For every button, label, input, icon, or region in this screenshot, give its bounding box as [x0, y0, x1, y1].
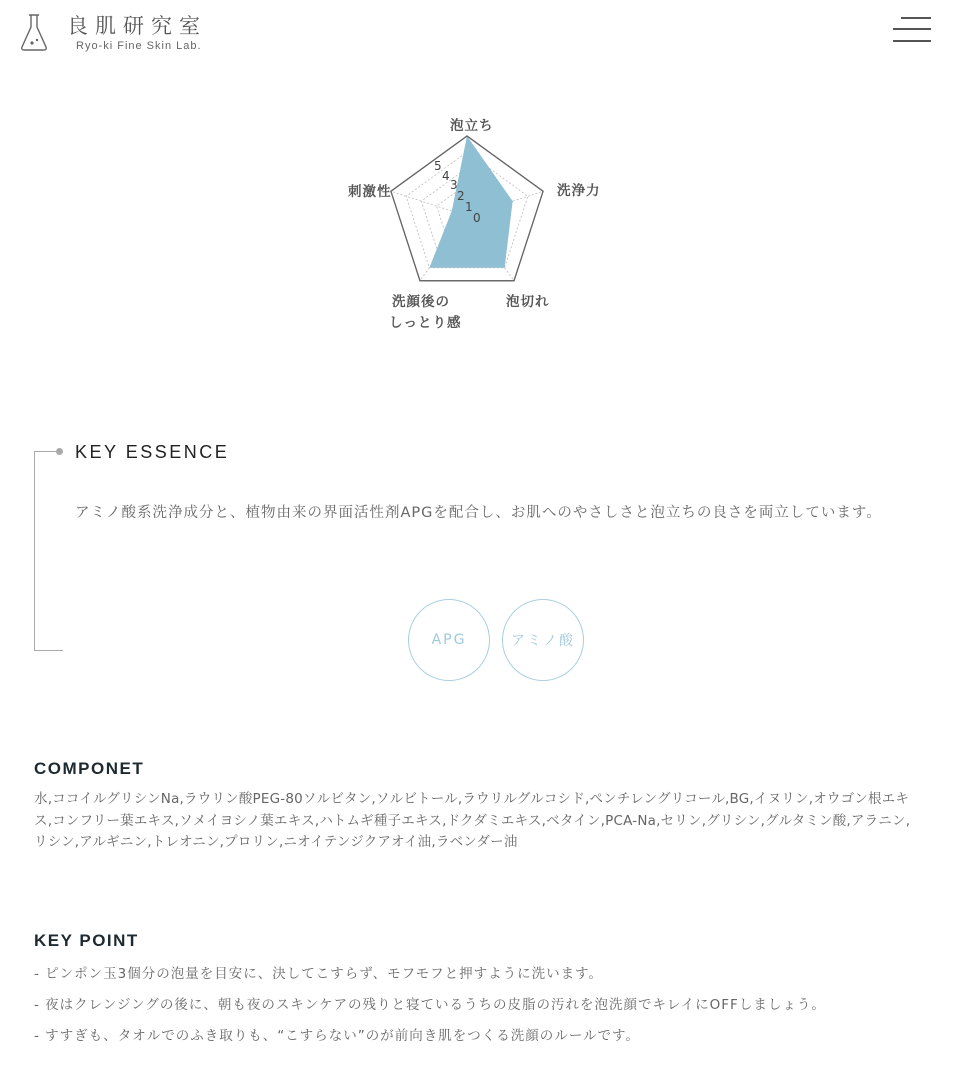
- site-title: 良肌研究室: [67, 14, 207, 38]
- axis-label-lather: 泡立ち: [450, 118, 494, 134]
- radar-chart: [330, 108, 620, 343]
- scale-tick: 5: [434, 159, 442, 173]
- component-title: COMPONET: [34, 759, 145, 778]
- scale-tick: 3: [450, 178, 458, 192]
- badge-apg: APG: [408, 599, 490, 681]
- axis-label-irritation: 刺激性: [348, 184, 392, 200]
- list-item: - ピンポン玉3個分の泡量を目安に、決してこすらず、モフモフと押すように洗います。: [34, 966, 604, 982]
- bracket-dot: [56, 448, 63, 455]
- key-essence-title: KEY ESSENCE: [75, 442, 230, 462]
- radar-chart-svg: [330, 108, 620, 343]
- component-ingredients: 水,ココイルグリシンNa,ラウリン酸PEG-80ソルビタン,ソルビトール,ラウリルグルコシド,ペンチレングリコール,BG,イヌリン,オウゴン根エキス,コンフリー葉エキス,ソメイヨシノ葉エキス,ハトムギ種子エキス,ドクダミエキス,ベタイン,PCA-Na,セリン,グリシン,グルタミン酸,アラニン,リシン,アルギニン,トレオニン,プロリン,ニオイテンジクアオイ油,ラベンダー油: [34, 791, 911, 850]
- site-subtitle: Ryo-ki Fine Skin Lab.: [76, 40, 202, 52]
- list-item: - 夜はクレンジングの後に、朝も夜のスキンケアの残りと寝ているうちの皮脂の汚れを泡洗顔でキレイにOFFしましょう。: [34, 997, 826, 1013]
- axis-label-cleansing: 洗浄力: [557, 183, 601, 199]
- hamburger-menu-icon[interactable]: [893, 15, 931, 45]
- list-item: - すすぎも、タオルでのふき取りも、“こすらない”のが前向き肌をつくる洗顔のルールです。: [34, 1028, 640, 1044]
- section-bracket: [34, 451, 63, 651]
- flask-icon: [20, 13, 48, 51]
- scale-tick: 1: [465, 200, 473, 214]
- axis-label-moist-line1: 洗顔後の: [392, 294, 450, 310]
- key-point-list: [34, 959, 826, 1052]
- site-header: [0, 0, 953, 70]
- scale-tick: 2: [457, 189, 465, 203]
- axis-label-moist-line2: しっとり感: [389, 315, 462, 331]
- scale-tick: 0: [473, 211, 481, 225]
- key-essence-text: アミノ酸系洗浄成分と、植物由来の界面活性剤APGを配合し、お肌へのやさしさと泡立ちの良さを両立しています。: [75, 505, 882, 521]
- axis-label-rinse: 泡切れ: [506, 294, 550, 310]
- key-point-title: KEY POINT: [34, 931, 139, 950]
- badge-amino-acid: アミノ酸: [502, 599, 584, 681]
- scale-tick: 4: [442, 169, 450, 183]
